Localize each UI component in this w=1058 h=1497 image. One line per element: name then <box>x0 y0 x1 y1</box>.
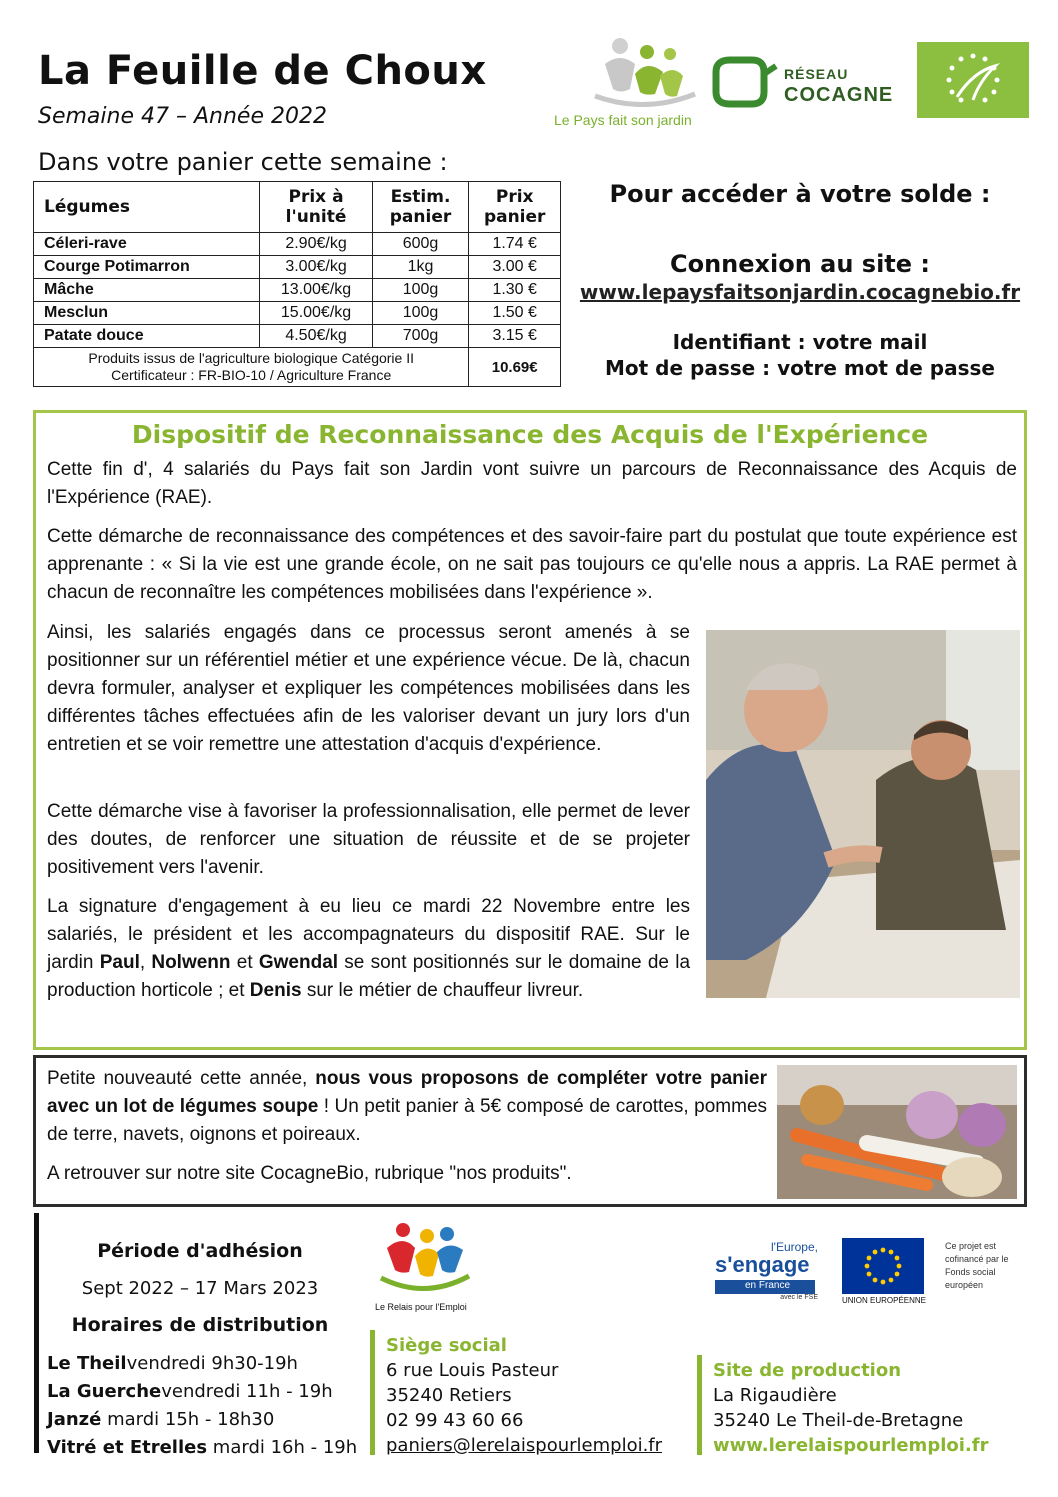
eu-engage-line2: s'engage <box>715 1252 810 1277</box>
siege-social-block <box>386 1333 662 1458</box>
siege-address-line2: 35240 Retiers <box>386 1385 512 1406</box>
table-row <box>34 279 561 302</box>
row-estimate: 1kg <box>372 256 469 279</box>
siege-email-link[interactable]: paniers@lerelaispourlemploi.fr <box>386 1435 663 1456</box>
vegetables-photo <box>777 1065 1017 1199</box>
soup-text-a: Petite nouveauté cette année, <box>47 1068 316 1089</box>
cocagne-logo-line1: RÉSEAU <box>784 66 849 82</box>
siege-divider <box>370 1330 375 1455</box>
table-row <box>34 233 561 256</box>
row-unit-price: 3.00€/kg <box>260 256 372 279</box>
footer-note-line1: Produits issus de l'agriculture biologique Catégorie II <box>88 350 414 366</box>
production-title: Site de production <box>713 1360 902 1381</box>
p5-sep2: et <box>230 952 259 973</box>
row-estimate: 700g <box>372 325 469 348</box>
article-paragraph-2: Cette démarche de reconnaissance des compétences et des savoir-faire part du postulat que toute expérience est apprenante : « Si la vie est une grande école, on ne sait pas toujours ce qu'elle nous a appris. La RAE permet à chacun de reconnaître les compétences mobilisées dans l'expérience ». <box>47 526 1017 603</box>
soup-text-bold: nous vous proposons de compléter votre panier avec un lot de légumes soupe <box>47 1068 767 1117</box>
eu-engage-line1: l'Europe, <box>771 1240 818 1254</box>
eu-cofinancing-note: Ce projet est cofinancé par le Fonds social européen <box>945 1241 1009 1290</box>
row-price: 3.15 € <box>469 325 561 348</box>
table-footer-note <box>34 348 469 387</box>
hours-time: vendredi 11h - 19h <box>161 1381 333 1402</box>
adhesion-dates: Sept 2022 – 17 Mars 2023 <box>81 1278 319 1299</box>
reseau-cocagne-logo <box>708 52 908 112</box>
name-paul: Paul <box>99 952 140 973</box>
connexion-heading: Connexion au site : <box>669 250 931 278</box>
table-row <box>34 325 561 348</box>
table-total: 10.69€ <box>469 348 561 387</box>
hours-row <box>47 1434 357 1462</box>
row-unit-price: 15.00€/kg <box>260 302 372 325</box>
eu-engage-line3: en France <box>745 1280 791 1291</box>
production-divider <box>697 1355 702 1455</box>
p5-text-a: La signature d'engagement à eu lieu ce mardi 22 Novembre entre les salariés, le président et les accompagnateurs du dispositif RAE. Sur le jardin <box>47 896 690 973</box>
article-paragraph-4: Cette démarche vise à favoriser la professionnalisation, elle permet de lever des doutes, de renforcer une situation de réussite et de se projeter positivement vers l'avenir. <box>47 801 690 878</box>
pays-logo-text: Le Pays fait son jardin <box>554 112 692 128</box>
soup-text-b: ! Un petit panier à 5€ composé de carottes, pommes de terre, navets, oignons et poireaux. <box>47 1096 768 1145</box>
password-info: Mot de passe : votre mot de passe <box>605 356 995 380</box>
header-vegetables: Légumes <box>34 182 260 233</box>
europe-engage-logo <box>715 1240 820 1302</box>
newsletter-title: La Feuille de Choux <box>38 48 487 94</box>
p5-sep1: , <box>139 952 152 973</box>
relais-logo-text: Le Relais pour l'Emploi <box>375 1302 467 1312</box>
row-estimate: 600g <box>372 233 469 256</box>
basket-heading: Dans votre panier cette semaine : <box>38 148 448 176</box>
eu-flag-logo <box>842 1238 924 1294</box>
table-row <box>34 302 561 325</box>
article-paragraph-1: Cette fin d', 4 salariés du Pays fait son Jardin vont suivre un parcours de Reconnaissance des Acquis de l'Expérience (RAE). <box>47 459 1017 508</box>
header-unit-price: Prix à l'unité <box>260 182 372 233</box>
newsletter-subtitle: Semaine 47 – Année 2022 <box>38 104 327 129</box>
row-estimate: 100g <box>372 302 469 325</box>
hours-time: vendredi 9h30-19h <box>126 1353 298 1374</box>
hours-place: Vitré et Etrelles <box>47 1437 208 1458</box>
table-footer-row <box>34 348 561 387</box>
adhesion-title: Période d'adhésion <box>97 1240 303 1262</box>
row-name: Céleri-rave <box>34 233 260 256</box>
hours-row <box>47 1406 357 1434</box>
login-info: Identifiant : votre mail <box>672 330 928 354</box>
eu-organic-logo <box>917 42 1029 118</box>
eu-label: UNION EUROPÉENNE <box>842 1296 927 1305</box>
cocagne-logo-line2: COCAGNE <box>784 84 894 106</box>
table-header-row <box>34 182 561 233</box>
site-link[interactable]: www.lepaysfaitsonjardin.cocagnebio.fr <box>579 280 1021 304</box>
siege-title: Siège social <box>386 1335 507 1356</box>
production-address-line1: La Rigaudière <box>713 1385 837 1406</box>
row-price: 1.30 € <box>469 279 561 302</box>
row-estimate: 100g <box>372 279 469 302</box>
distribution-hours <box>47 1350 357 1462</box>
row-name: Mâche <box>34 279 260 302</box>
row-name: Patate douce <box>34 325 260 348</box>
soup-paragraph-1 <box>47 1065 767 1149</box>
basket-price-table <box>33 181 561 387</box>
hours-place: La Guerche <box>47 1381 162 1402</box>
row-name: Mesclun <box>34 302 260 325</box>
name-gwendal: Gwendal <box>258 952 339 973</box>
hours-time: mardi 15h - 18h30 <box>101 1409 275 1430</box>
eu-engage-line4: avec le FSE <box>780 1294 818 1301</box>
row-price: 1.74 € <box>469 233 561 256</box>
header-basket-price: Prix panier <box>469 182 561 233</box>
hours-row <box>47 1350 357 1378</box>
relais-pour-emploi-logo <box>375 1220 475 1320</box>
soup-paragraph-2: A retrouver sur notre site CocagneBio, rubrique "nos produits". <box>47 1163 572 1184</box>
balance-info <box>575 180 1025 380</box>
name-denis: Denis <box>249 980 302 1001</box>
header-estimate: Estim. panier <box>372 182 469 233</box>
hours-place: Janzé <box>47 1409 102 1430</box>
name-nolwenn: Nolwenn <box>151 952 231 973</box>
p5-text-b: se sont positionnés sur le domaine de la production horticole ; et <box>47 952 691 1001</box>
row-price: 3.00 € <box>469 256 561 279</box>
siege-address-line1: 6 rue Louis Pasteur <box>386 1360 559 1381</box>
hours-row <box>47 1378 357 1406</box>
row-unit-price: 4.50€/kg <box>260 325 372 348</box>
article-paragraph-5 <box>47 893 690 1005</box>
hours-time: mardi 16h - 19h <box>207 1437 358 1458</box>
siege-phone: 02 99 43 60 66 <box>386 1410 524 1431</box>
row-unit-price: 13.00€/kg <box>260 279 372 302</box>
handshake-photo <box>706 630 1020 998</box>
footer-note-line2: Certificateur : FR-BIO-10 / Agriculture France <box>111 367 392 383</box>
p5-text-c: sur le métier de chauffeur livreur. <box>301 980 584 1001</box>
balance-heading: Pour accéder à votre solde : <box>609 180 991 208</box>
table-row <box>34 256 561 279</box>
production-website-link[interactable]: www.lerelaispourlemploi.fr <box>713 1435 989 1456</box>
row-name: Courge Potimarron <box>34 256 260 279</box>
production-site-block <box>713 1358 988 1458</box>
production-address-line2: 35240 Le Theil-de-Bretagne <box>713 1410 964 1431</box>
row-unit-price: 2.90€/kg <box>260 233 372 256</box>
article-paragraph-3: Ainsi, les salariés engagés dans ce processus seront amenés à se positionner sur un référentiel métier et une expérience vécue. De là, chacun devra formuler, analyser et expliquer les compétences mobilisées dans les différentes tâches effectuées afin de les valoriser devant un jury lors d'un entretien et se voir remettre une attestation d'acquis d'expérience. <box>47 622 690 755</box>
hours-place: Le Theil <box>47 1353 127 1374</box>
footer-divider <box>34 1213 39 1453</box>
article-title: Dispositif de Reconnaissance des Acquis de l'Expérience <box>131 420 929 449</box>
hours-title: Horaires de distribution <box>71 1314 329 1336</box>
row-price: 1.50 € <box>469 302 561 325</box>
